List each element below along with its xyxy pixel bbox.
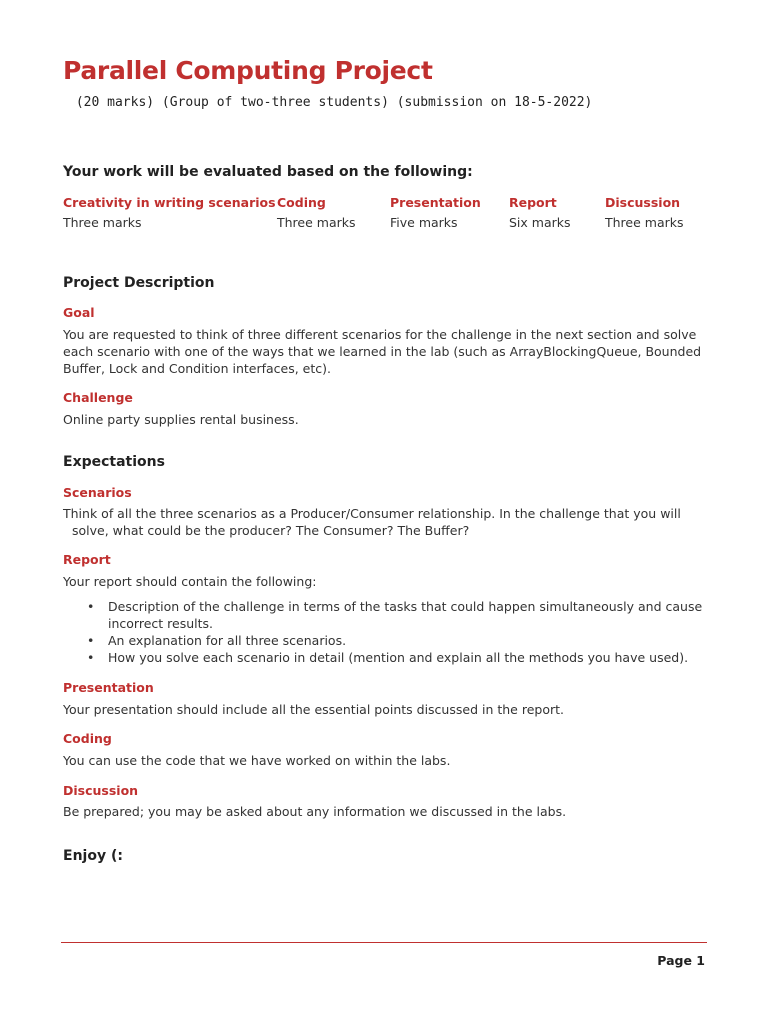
presentation-text: Your presentation should include all the essential points discussed in the report. — [63, 702, 564, 717]
footer-divider — [61, 942, 707, 943]
criterion-name: Creativity in writing scenarios — [63, 195, 276, 210]
criterion-marks: Three marks — [63, 215, 142, 230]
document-title: Parallel Computing Project — [63, 56, 433, 85]
document-subtitle: (20 marks) (Group of two-three students) (submission on 18-5-2022) — [68, 95, 593, 110]
criterion-name: Coding — [277, 195, 326, 210]
expectations-heading: Expectations — [63, 454, 165, 470]
goal-line: each scenario with one of the ways that we learned in the lab (such as ArrayBlockingQueue, Bounded — [63, 344, 702, 359]
scenarios-line: Think of all the three scenarios as a Producer/Consumer relationship. In the challenge that you will — [63, 506, 681, 521]
scenarios-heading: Scenarios — [63, 485, 132, 500]
presentation-heading: Presentation — [63, 680, 154, 695]
coding-text: You can use the code that we have worked on within the labs. — [63, 753, 451, 768]
scenarios-line: solve, what could be the producer? The Consumer? The Buffer? — [72, 523, 470, 538]
criterion-coding — [277, 195, 356, 230]
list-item — [63, 632, 713, 649]
criterion-marks: Three marks — [277, 215, 356, 230]
goal-line: Buffer, Lock and Condition interfaces, etc). — [63, 361, 331, 376]
list-item — [63, 598, 713, 632]
discussion-heading: Discussion — [63, 783, 139, 798]
bullet-line: • Description of the challenge in terms of the tasks that could happen simultaneously and cause — [108, 599, 703, 614]
goal-text — [63, 326, 713, 377]
project-description-heading: Project Description — [63, 275, 215, 291]
criterion-report — [509, 195, 571, 230]
report-heading: Report — [63, 552, 111, 567]
criterion-name: Presentation — [390, 195, 481, 210]
criterion-discussion — [605, 195, 684, 230]
criterion-name: Discussion — [605, 195, 681, 210]
closing-text: Enjoy (: — [63, 848, 123, 864]
goal-line: You are requested to think of three different scenarios for the challenge in the next section and solve — [63, 327, 697, 342]
challenge-text: Online party supplies rental business. — [63, 412, 299, 427]
criterion-marks: Six marks — [509, 215, 571, 230]
discussion-text: Be prepared; you may be asked about any information we discussed in the labs. — [63, 804, 567, 819]
criterion-marks: Three marks — [605, 215, 684, 230]
criterion-name: Report — [509, 195, 557, 210]
bullet-line: • An explanation for all three scenarios. — [108, 633, 347, 648]
criterion-creativity — [63, 195, 276, 230]
report-bullet-list — [63, 598, 713, 666]
challenge-heading: Challenge — [63, 390, 133, 405]
list-item — [63, 649, 713, 666]
evaluation-heading: Your work will be evaluated based on the following: — [63, 164, 473, 180]
report-intro: Your report should contain the following: — [63, 574, 317, 589]
bullet-line: incorrect results. — [108, 616, 213, 631]
scenarios-text — [63, 505, 713, 539]
criterion-marks: Five marks — [390, 215, 458, 230]
page-number: Page 1 — [657, 953, 705, 968]
goal-heading: Goal — [63, 305, 95, 320]
criterion-presentation — [390, 195, 481, 230]
bullet-line: • How you solve each scenario in detail (mention and explain all the methods you have used). — [108, 650, 689, 665]
coding-heading: Coding — [63, 731, 112, 746]
